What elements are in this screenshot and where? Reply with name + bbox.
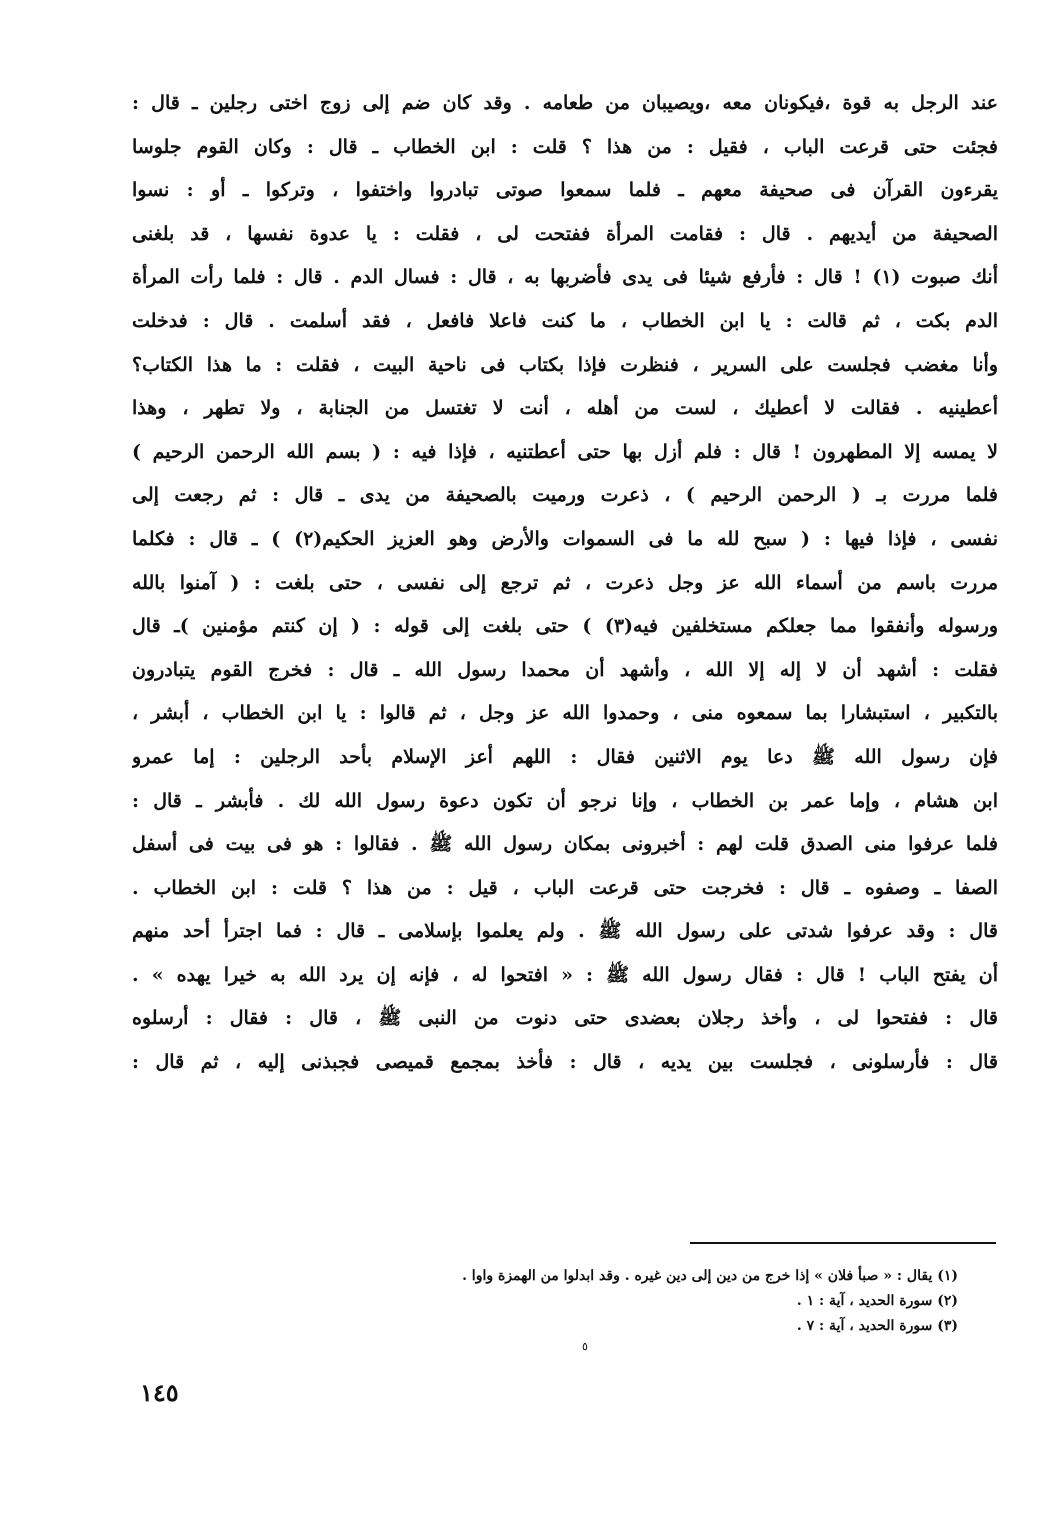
text-line: ابن هشام ، وإما عمر بن الخطاب ، وإنا نرجو أن تكون دعوة رسول الله لك . فأبشر ـ قال : xyxy=(132,789,998,812)
text-line: وأنا مغضب فجلست على السرير ، فنظرت فإذا بكتاب فى ناحية البيت ، فقلت : ما هذا الكتاب؟ xyxy=(132,353,998,376)
text-line: نفسى ، فإذا فيها : ( سبح لله ما فى السموات والأرض وهو العزيز الحكيم(٢) ) ـ قال : فكلما xyxy=(132,527,998,550)
text-line: مررت باسم من أسماء الله عز وجل ذعرت ، ثم ترجع إلى نفسى ، حتى بلغت : ( آمنوا بالله xyxy=(132,571,998,594)
text-line: الدم بكت ، ثم قالت : يا ابن الخطاب ، ما كنت فاعلا فافعل ، فقد أسلمت . قال : فدخلت xyxy=(132,309,998,332)
footnotes xyxy=(380,1264,958,1339)
stray-mark: ٥ xyxy=(582,1340,588,1353)
text-line: أعطينيه . فقالت لا أعطيك ، لست من أهله ، أنت لا تغتسل من الجنابة ، ولا تطهر ، وهذا xyxy=(132,397,998,420)
footnote-divider xyxy=(690,1242,996,1244)
text-line: فلما عرفوا منى الصدق قلت لهم : أخبرونى بمكان رسول الله ﷺ . فقالوا : هو فى بيت فى أسفل xyxy=(132,833,998,856)
text-line: بالتكبير ، استبشارا بما سمعوه منى ، وحمدوا الله عز وجل ، ثم قالوا : يا ابن الخطاب ، أبشر ، xyxy=(132,702,998,725)
text-line: الصفا ـ وصفوه ـ قال : فخرجت حتى قرعت الباب ، قيل : من هذا ؟ قلت : ابن الخطاب . xyxy=(132,876,998,899)
text-line: فإن رسول الله ﷺ دعا يوم الاثنين فقال : اللهم أعز الإسلام بأحد الرجلين : إما عمرو xyxy=(132,745,998,768)
footnote-2: (٢) سورة الحديد ، آية : ١ . xyxy=(796,1293,958,1309)
text-line: فقلت : أشهد أن لا إله إلا الله ، وأشهد أن محمدا رسول الله ـ قال : فخرج القوم يتبادرون xyxy=(132,658,998,681)
text-line: ورسوله وأنفقوا مما جعلكم مستخلفين فيه(٣) ) حتى بلغت إلى قوله : ( إن كنتم مؤمنين )ـ قال xyxy=(132,615,998,638)
text-line: يقرءون القرآن فى صحيفة معهم ـ فلما سمعوا صوتى تبادروا واختفوا ، وتركوا ـ أو : نسوا xyxy=(132,179,998,202)
page-number: ١٤٥ xyxy=(140,1378,179,1407)
text-line: قال : وقد عرفوا شدتى على رسول الله ﷺ . ولم يعلموا بإسلامى ـ قال : فما اجترأ أحد منهم xyxy=(132,920,998,943)
text-line: فجئت حتى قرعت الباب ، فقيل : من هذا ؟ قلت : ابن الخطاب ـ قال : وكان القوم جلوسا xyxy=(132,135,998,158)
footnote-3: (٣) سورة الحديد ، آية : ٧ . xyxy=(796,1318,958,1334)
text-line: لا يمسه إلا المطهرون ! قال : فلم أزل بها حتى أعطتنيه ، فإذا فيه : ( بسم الله الرحمن الرحيم ) xyxy=(132,440,998,463)
text-line: أن يفتح الباب ! قال : فقال رسول الله ﷺ : « افتحوا له ، فإنه إن يرد الله به خيرا يهده » . xyxy=(132,963,998,986)
text-line: فلما مررت بـ ( الرحمن الرحيم ) ، ذعرت ورميت بالصحيفة من يدى ـ قال : ثم رجعت إلى xyxy=(132,484,998,507)
text-line: أنك صبوت (١) ! قال : فأرفع شيئا فى يدى فأضربها به ، قال : فسال الدم . قال : فلما رأت المرأة xyxy=(132,266,998,289)
text-line: عند الرجل به قوة ،فيكونان معه ،ويصيبان من طعامه . وقد كان ضم إلى زوج اختى رجلين ـ قال : xyxy=(132,92,998,114)
footnote-1: (١) يقال : « صبأ فلان » إذا خرج من دين إلى دين غيره . وقد ابدلوا من الهمزة واوا . xyxy=(462,1268,958,1284)
text-line: الصحيفة من أيديهم . قال : فقامت المرأة ففتحت لى ، فقلت : يا عدوة نفسها ، قد بلغنى xyxy=(132,222,998,245)
text-line: قال : فأرسلونى ، فجلست بين يديه ، قال : فأخذ بمجمع قميصى فجبذنى إليه ، ثم قال : xyxy=(132,1051,998,1074)
text-line: قال : ففتحوا لى ، وأخذ رجلان بعضدى حتى دنوت من النبى ﷺ ، قال : فقال : أرسلوه xyxy=(132,1007,998,1030)
main-text-body xyxy=(132,82,998,1085)
